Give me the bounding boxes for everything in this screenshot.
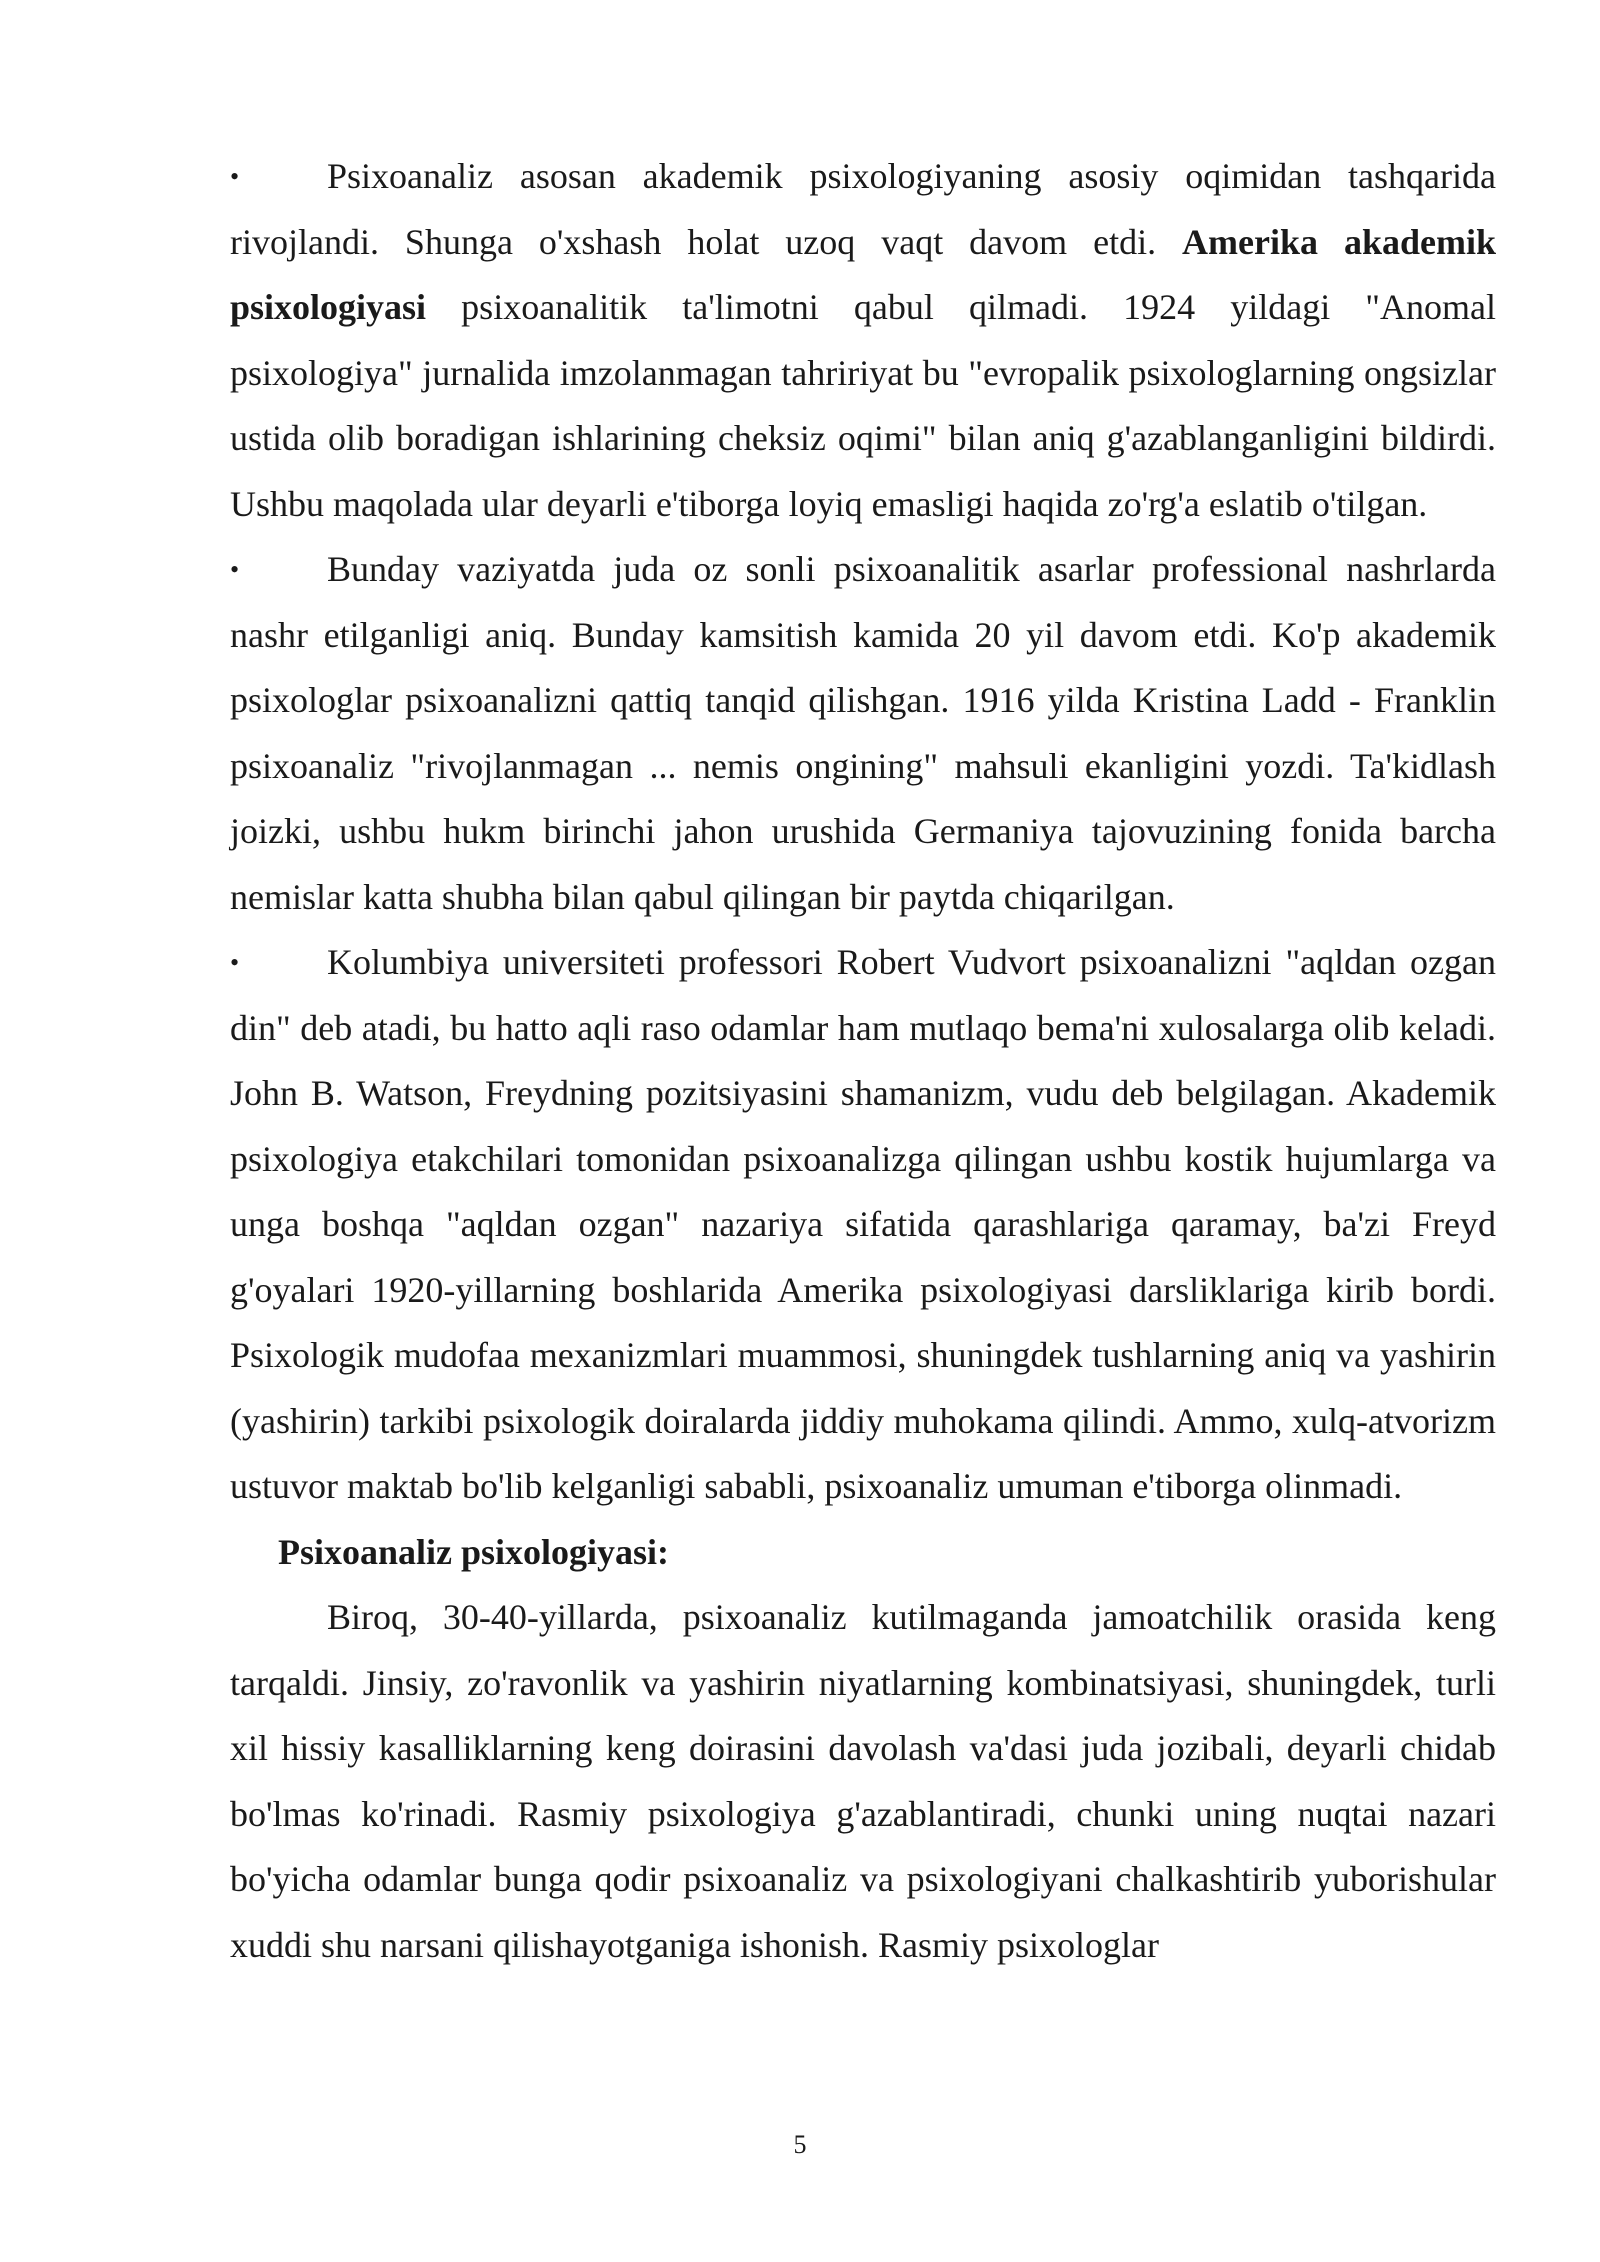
- section-heading: Psixoanaliz psixologiyasi:: [278, 1531, 670, 1572]
- paragraph-1-text-a: Psixoanaliz asosan akademik psixologiyaning asosiy oqimidan tashqarida rivojlandi. Shunga o'xshash holat uzoq vaqt davom etdi.: [230, 156, 1496, 262]
- paragraph-2-text: Bunday vaziyatda juda oz sonli psixoanalitik asarlar professional nashrlarda nashr etilganligi aniq. Bunday kamsitish kamida 20 yil davom etdi. Ko'p akademik psixologlar psixoanalizni qattiq tanqid qilishgan. 1916 yilda Kristina Ladd - Franklin psixoanaliz "rivojlanmagan ... nemis ongining" mahsuli ekanligini yozdi. Ta'kidlash joizki, ushbu hukm birinchi jahon urushida Germaniya tajovuzining fonida barcha nemislar katta shubha bilan qabul qilingan bir paytda chiqarilgan.: [230, 549, 1496, 917]
- bullet-paragraph-3: [230, 930, 1496, 1520]
- bullet-icon: •: [230, 555, 240, 584]
- bullet-paragraph-1: [230, 144, 1496, 537]
- bullet-paragraph-2: [230, 537, 1496, 930]
- paragraph-4: [230, 1585, 1496, 1978]
- paragraph-4-text: Biroq, 30-40-yillarda, psixoanaliz kutilmaganda jamoatchilik orasida keng tarqaldi. Jinsiy, zo'ravonlik va yashirin niyatlarning kombinatsiyasi, shuningdek, turli xil hissiy kasalliklarning keng doirasini davolash va'dasi juda jozibali, deyarli chidab bo'lmas ko'rinadi. Rasmiy psixologiya g'azablantiradi, chunki uning nuqtai nazari bo'yicha odamlar bunga qodir psixoanaliz va psixologiyani chalkashtirib yuborishular xuddi shu narsani qilishayotganiga ishonish. Rasmiy psixologlar: [230, 1597, 1496, 1965]
- document-body: [230, 144, 1496, 1978]
- paragraph-3-text: Kolumbiya universiteti professori Robert Vudvort psixoanalizni "aqldan ozgan din" deb atadi, bu hatto aqli raso odamlar ham mutlaqo bema'ni xulosalarga olib keladi. John B. Watson, Freydning pozitsiyasini shamanizm, vudu deb belgilagan. Akademik psixologiya etakchilari tomonidan psixoanalizga qilingan ushbu kostik hujumlarga va unga boshqa "aqldan ozgan" nazariya sifatida qarashlariga qaramay, ba'zi Freyd g'oyalari 1920-yillarning boshlarida Amerika psixologiyasi darsliklariga kirib bordi. Psixologik mudofaa mexanizmlari muammosi, shuningdek tushlarning aniq va yashirin (yashirin) tarkibi psixologik doiralarda jiddiy muhokama qilindi. Ammo, xulq-atvorizm ustuvor maktab bo'lib kelganligi sababli, psixoanaliz umuman e'tiborga olinmadi.: [230, 942, 1496, 1506]
- bullet-icon: •: [230, 948, 240, 977]
- page-number: 5: [793, 2130, 807, 2159]
- paragraph-1-bold-phrase: Amerika akademik psixologiyasi: [230, 221, 1496, 327]
- paragraph-1-text-b: psixoanalitik ta'limotni qabul qilmadi. 1924 yildagi "Anomal psixologiya" jurnalida imzolanmagan tahririyat bu "evropalik psixologlarning ongsizlar ustida olib boradigan ishlarining cheksiz oqimi" bilan aniq g'azablanganligini bildirdi. Ushbu maqolada ular deyarli e'tiborga loyiq emasligi haqida zo'rg'a eslatib o'tilgan.: [230, 287, 1496, 524]
- bullet-icon: •: [230, 162, 240, 191]
